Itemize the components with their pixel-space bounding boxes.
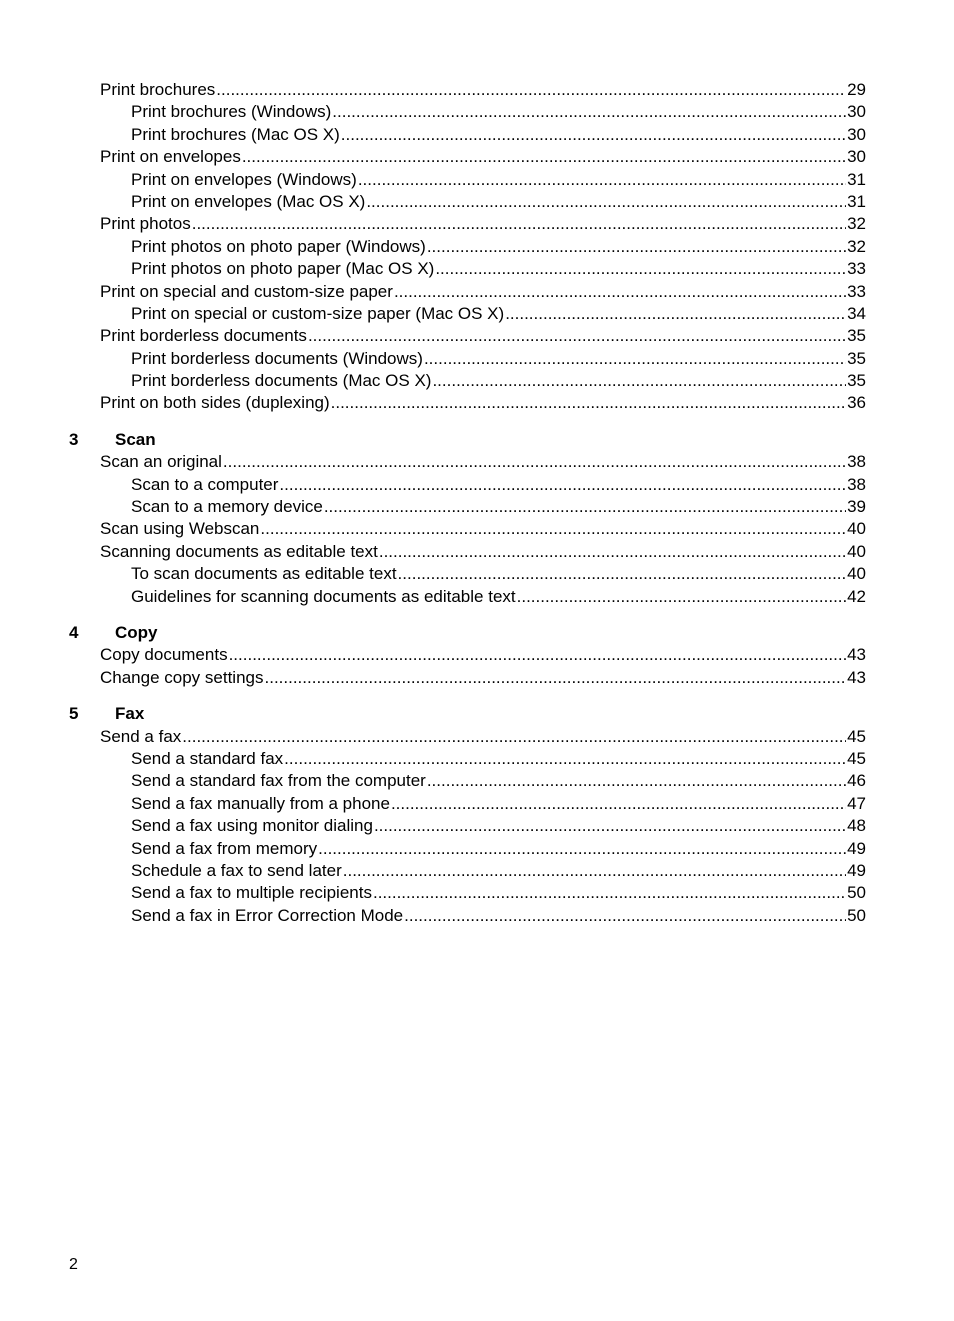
dot-leader	[332, 101, 846, 123]
toc-entry[interactable]	[100, 392, 866, 414]
toc-entry-title: Scan an original	[100, 452, 222, 472]
toc-entry[interactable]	[131, 748, 866, 770]
toc-entry[interactable]	[131, 258, 866, 280]
dot-leader	[435, 258, 846, 280]
toc-entry-title: Guidelines for scanning documents as editable text	[131, 586, 516, 606]
toc-entry-title: Scan to a computer	[131, 474, 279, 494]
toc-entry-title: Scan to a memory device	[131, 497, 323, 517]
toc-entry-title: Send a standard fax	[131, 748, 284, 768]
toc-entry-page: 49	[847, 860, 866, 880]
toc-entry-page: 39	[847, 497, 866, 517]
toc-entry-page: 50	[847, 905, 866, 925]
toc-entry-title: Print on envelopes (Mac OS X)	[131, 191, 366, 211]
toc-entry-page: 47	[847, 793, 866, 813]
toc-entry-title: Send a fax manually from a phone	[131, 793, 390, 813]
toc-entry-page: 38	[847, 452, 866, 472]
toc-entry[interactable]	[131, 236, 866, 258]
dot-leader	[427, 236, 846, 258]
toc-entry-page: 49	[847, 838, 866, 858]
toc-entry-title: Copy documents	[100, 645, 228, 665]
toc-entry-title: Scanning documents as editable text	[100, 541, 378, 561]
toc-entry-page: 46	[847, 771, 866, 791]
toc-entry-title: Print photos on photo paper (Mac OS X)	[131, 259, 435, 279]
dot-leader	[432, 370, 846, 392]
dot-leader	[331, 392, 846, 414]
toc-entry[interactable]	[100, 644, 866, 666]
toc-entry[interactable]	[131, 838, 866, 860]
toc-entry-title: Print brochures	[100, 80, 216, 99]
toc-entry-page: 40	[847, 564, 866, 584]
toc-entry-page: 40	[847, 541, 866, 561]
toc-entry[interactable]	[131, 496, 866, 518]
toc-entry-page: 45	[847, 748, 866, 768]
dot-leader	[373, 882, 846, 904]
toc-entry-page: 35	[847, 348, 866, 368]
toc-entry-title: Print photos on photo paper (Windows)	[131, 236, 426, 256]
toc-entry-page: 30	[847, 147, 866, 167]
toc-entry-page: 43	[847, 645, 866, 665]
dot-leader	[324, 496, 846, 518]
dot-leader	[374, 815, 846, 837]
toc-entry-page: 45	[847, 726, 866, 746]
toc-entry[interactable]	[131, 370, 866, 392]
dot-leader	[394, 281, 846, 303]
toc-entry-title: Send a fax in Error Correction Mode	[131, 905, 404, 925]
toc-entry-page: 30	[847, 102, 866, 122]
toc-entry-page: 42	[847, 586, 866, 606]
chapter-number: 3	[69, 429, 79, 449]
toc-entry-page: 36	[847, 393, 866, 413]
toc-entry-page: 43	[847, 667, 866, 687]
toc-entry-title: Scan using Webscan	[100, 519, 260, 539]
toc-entry-page: 32	[847, 214, 866, 234]
toc-entry[interactable]	[100, 146, 866, 168]
dot-leader	[517, 586, 846, 608]
chapter-title: Fax	[115, 704, 145, 724]
toc-entry-page: 48	[847, 816, 866, 836]
dot-leader	[216, 79, 846, 101]
dot-leader	[279, 474, 846, 496]
chapter-heading	[69, 429, 954, 451]
toc-entry-title: Send a fax	[100, 726, 182, 746]
toc-entry-title: Schedule a fax to send later	[131, 860, 342, 880]
toc-entry-title: Print brochures (Windows)	[131, 102, 332, 122]
toc-entry-page: 40	[847, 519, 866, 539]
toc-entry[interactable]	[131, 882, 866, 904]
toc-entry-page: 33	[847, 281, 866, 301]
dot-leader	[318, 838, 846, 860]
toc-entry[interactable]	[100, 281, 866, 303]
toc-entry[interactable]	[131, 860, 866, 882]
dot-leader	[260, 518, 846, 540]
toc-entry-title: Print on special and custom-size paper	[100, 281, 393, 301]
toc-entry-page: 31	[847, 169, 866, 189]
toc-entry[interactable]	[100, 518, 866, 540]
toc-entry-page: 35	[847, 371, 866, 391]
toc-entry[interactable]	[100, 213, 866, 235]
toc-entry-page: 50	[847, 883, 866, 903]
dot-leader	[223, 451, 846, 473]
page-number: 2	[69, 1256, 78, 1273]
toc-entry-page: 38	[847, 474, 866, 494]
dot-leader	[308, 325, 846, 347]
dot-leader	[192, 213, 846, 235]
toc-entry-page: 34	[847, 303, 866, 323]
toc-entry[interactable]	[131, 586, 866, 608]
dot-leader	[505, 303, 846, 325]
toc-entry[interactable]	[131, 793, 866, 815]
dot-leader	[391, 793, 846, 815]
dot-leader	[404, 905, 846, 927]
toc-entry[interactable]	[131, 815, 866, 837]
dot-leader	[265, 667, 847, 689]
toc-entry[interactable]	[100, 79, 866, 101]
toc-entry-title: Print on both sides (duplexing)	[100, 393, 330, 413]
toc-entry[interactable]	[100, 541, 866, 563]
toc-entry-title: Print borderless documents	[100, 326, 307, 346]
dot-leader	[398, 563, 847, 585]
dot-leader	[343, 860, 846, 882]
toc-entry-title: Send a standard fax from the computer	[131, 771, 426, 791]
toc-entry-page: 35	[847, 326, 866, 346]
dot-leader	[341, 124, 846, 146]
dot-leader	[242, 146, 846, 168]
dot-leader	[358, 169, 846, 191]
dot-leader	[182, 726, 846, 748]
toc-entry-title: Print borderless documents (Windows)	[131, 348, 423, 368]
dot-leader	[379, 541, 846, 563]
toc-entry[interactable]	[131, 169, 866, 191]
toc-entry-page: 33	[847, 259, 866, 279]
toc-entry[interactable]	[131, 191, 866, 213]
dot-leader	[229, 644, 847, 666]
dot-leader	[424, 348, 846, 370]
chapter-number: 5	[69, 704, 79, 724]
chapter-heading	[69, 622, 954, 644]
dot-leader	[284, 748, 846, 770]
toc-entry[interactable]	[131, 563, 866, 585]
toc-entry-title: Send a fax to multiple recipients	[131, 883, 372, 903]
toc-entry-title: Send a fax from memory	[131, 838, 318, 858]
toc-entry[interactable]	[131, 124, 866, 146]
toc-entry-title: Print photos	[100, 214, 191, 234]
toc-entry[interactable]	[131, 303, 866, 325]
dot-leader	[427, 770, 846, 792]
toc-entry[interactable]	[131, 905, 866, 927]
toc-entry-page: 32	[847, 236, 866, 256]
toc-entry[interactable]	[100, 726, 866, 748]
chapter-number: 4	[69, 622, 79, 642]
toc-entry-title: Print on special or custom-size paper (Mac OS X)	[131, 303, 505, 323]
toc-entry-title: Change copy settings	[100, 667, 264, 687]
chapter-title: Scan	[115, 429, 156, 449]
toc-entry[interactable]	[100, 667, 866, 689]
toc-entry-title: Send a fax using monitor dialing	[131, 816, 373, 836]
toc-entry-title: Print on envelopes	[100, 147, 241, 167]
toc-entry[interactable]	[131, 348, 866, 370]
toc-entry[interactable]	[100, 325, 866, 347]
toc-entry[interactable]	[100, 451, 866, 473]
chapter-title: Copy	[115, 622, 158, 642]
toc-entry[interactable]	[131, 474, 866, 496]
chapter-heading	[69, 703, 954, 725]
toc-entry[interactable]	[131, 770, 866, 792]
toc-entry-page: 29	[847, 80, 866, 99]
dot-leader	[366, 191, 846, 213]
toc-entry-title: Print brochures (Mac OS X)	[131, 124, 340, 144]
table-of-contents	[0, 79, 954, 927]
toc-entry-page: 30	[847, 124, 866, 144]
toc-entry[interactable]	[131, 101, 866, 123]
toc-entry-title: Print on envelopes (Windows)	[131, 169, 357, 189]
toc-entry-title: Print borderless documents (Mac OS X)	[131, 371, 432, 391]
toc-entry-title: To scan documents as editable text	[131, 564, 397, 584]
toc-entry-page: 31	[847, 191, 866, 211]
